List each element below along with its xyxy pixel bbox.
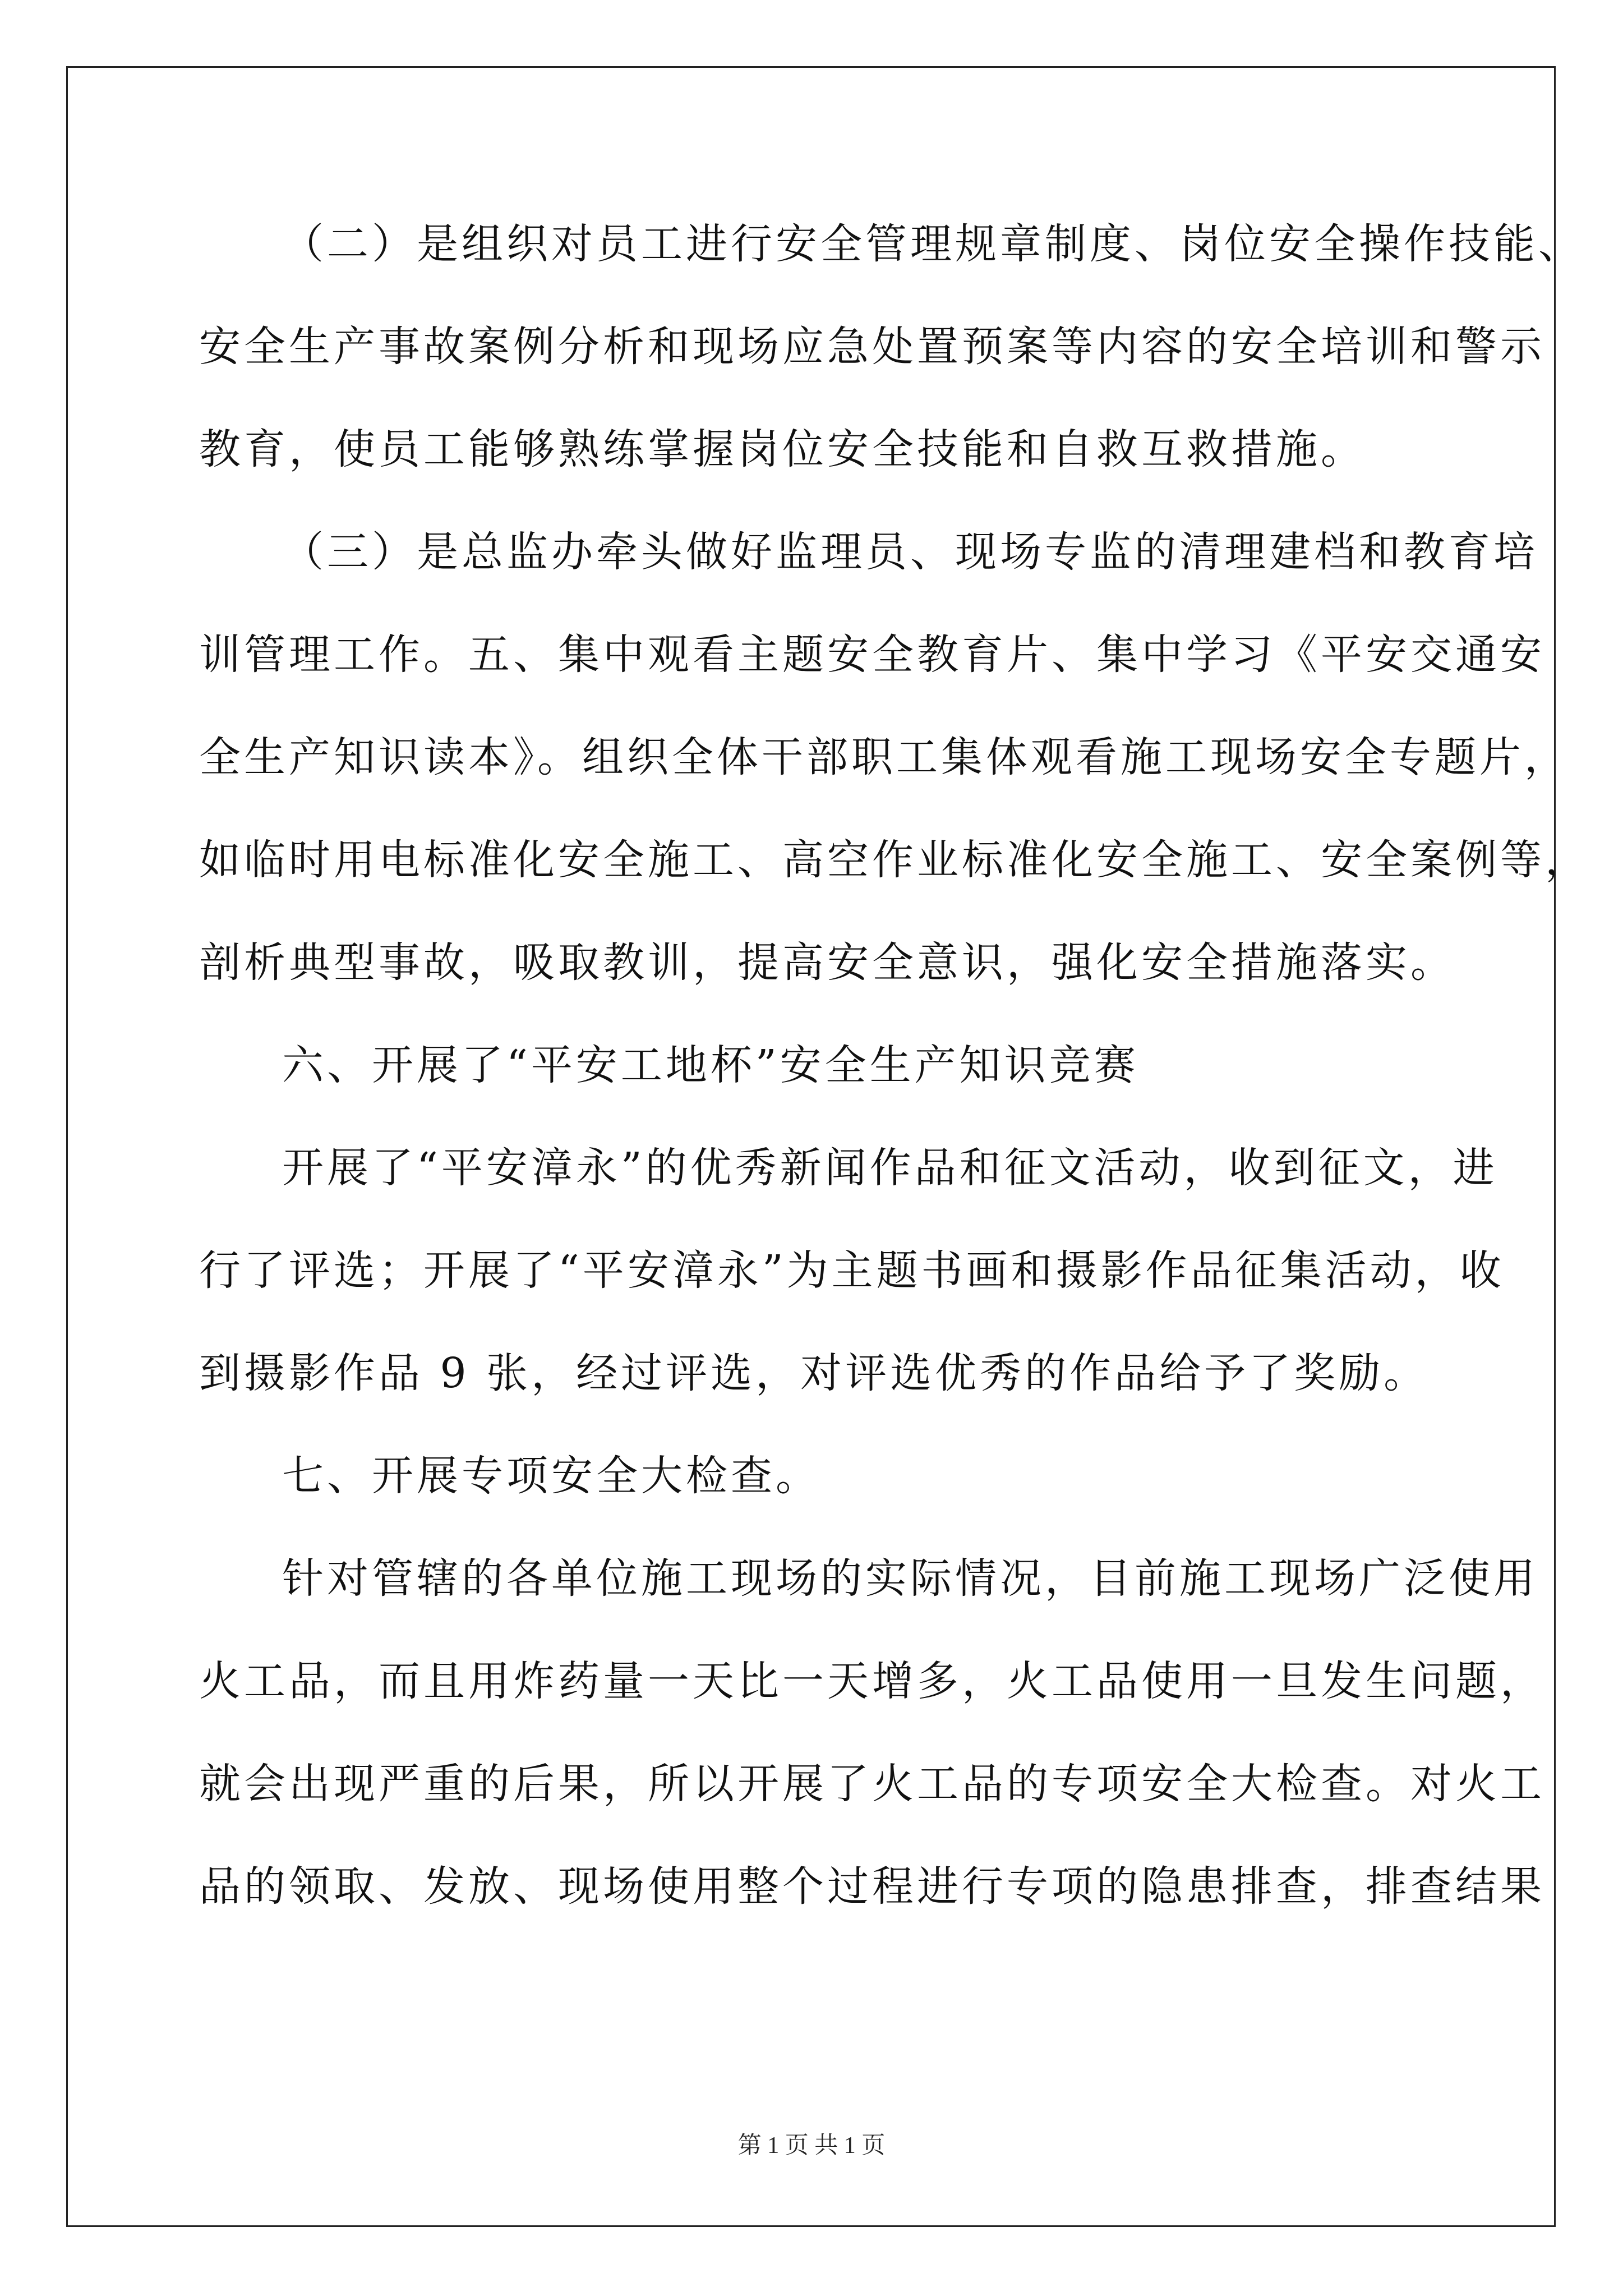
text-line-8: 剖析典型事故，吸取教训，提高安全意识，强化安全措施落实。	[199, 938, 1455, 987]
text-line-17: 品的领取、发放、现场使用整个过程进行专项的隐患排查，排查结果	[199, 1862, 1545, 1911]
text-line-6: 全生产知识读本》。组织全体干部职工集体观看施工现场安全专题片，	[199, 733, 1569, 781]
text-line-5: 训管理工作。五、集中观看主题安全教育片、集中学习《平安交通安	[199, 631, 1545, 679]
text-line-12: 到摄影作品 9 张，经过评选，对评选优秀的作品给予了奖励。	[199, 1349, 1429, 1397]
text-line-1: （二）是组织对员工进行安全管理规章制度、岗位安全操作技能、	[282, 220, 1583, 268]
text-line-11: 行了评选；开展了“平安漳永”为主题书画和摄影作品征集活动，收	[199, 1246, 1505, 1295]
text-line-2: 安全生产事故案例分析和现场应急处置预案等内容的安全培训和警示	[199, 323, 1545, 371]
text-line-15: 火工品，而且用炸药量一天比一天增多，火工品使用一旦发生问题，	[199, 1657, 1545, 1705]
text-line-3: 教育，使员工能够熟练掌握岗位安全技能和自救互救措施。	[199, 425, 1366, 473]
section-heading-7: 七、开展专项安全大检查。	[282, 1452, 820, 1500]
text-line-4: （三）是总监办牵头做好监理员、现场专监的清理建档和教育培	[282, 528, 1538, 576]
text-line-14: 针对管辖的各单位施工现场的实际情况，目前施工现场广泛使用	[282, 1554, 1538, 1603]
text-line-10: 开展了“平安漳永”的优秀新闻作品和征文活动，收到征文，进	[282, 1144, 1498, 1192]
text-line-7: 如临时用电标准化安全施工、高空作业标准化安全施工、安全案例等，	[199, 836, 1590, 884]
text-line-16: 就会出现严重的后果，所以开展了火工品的专项安全大检查。对火工	[199, 1760, 1545, 1808]
page-footer: 第 1 页 共 1 页	[737, 2133, 886, 2159]
section-heading-6: 六、开展了“平安工地杯”安全生产知识竞赛	[282, 1041, 1139, 1089]
